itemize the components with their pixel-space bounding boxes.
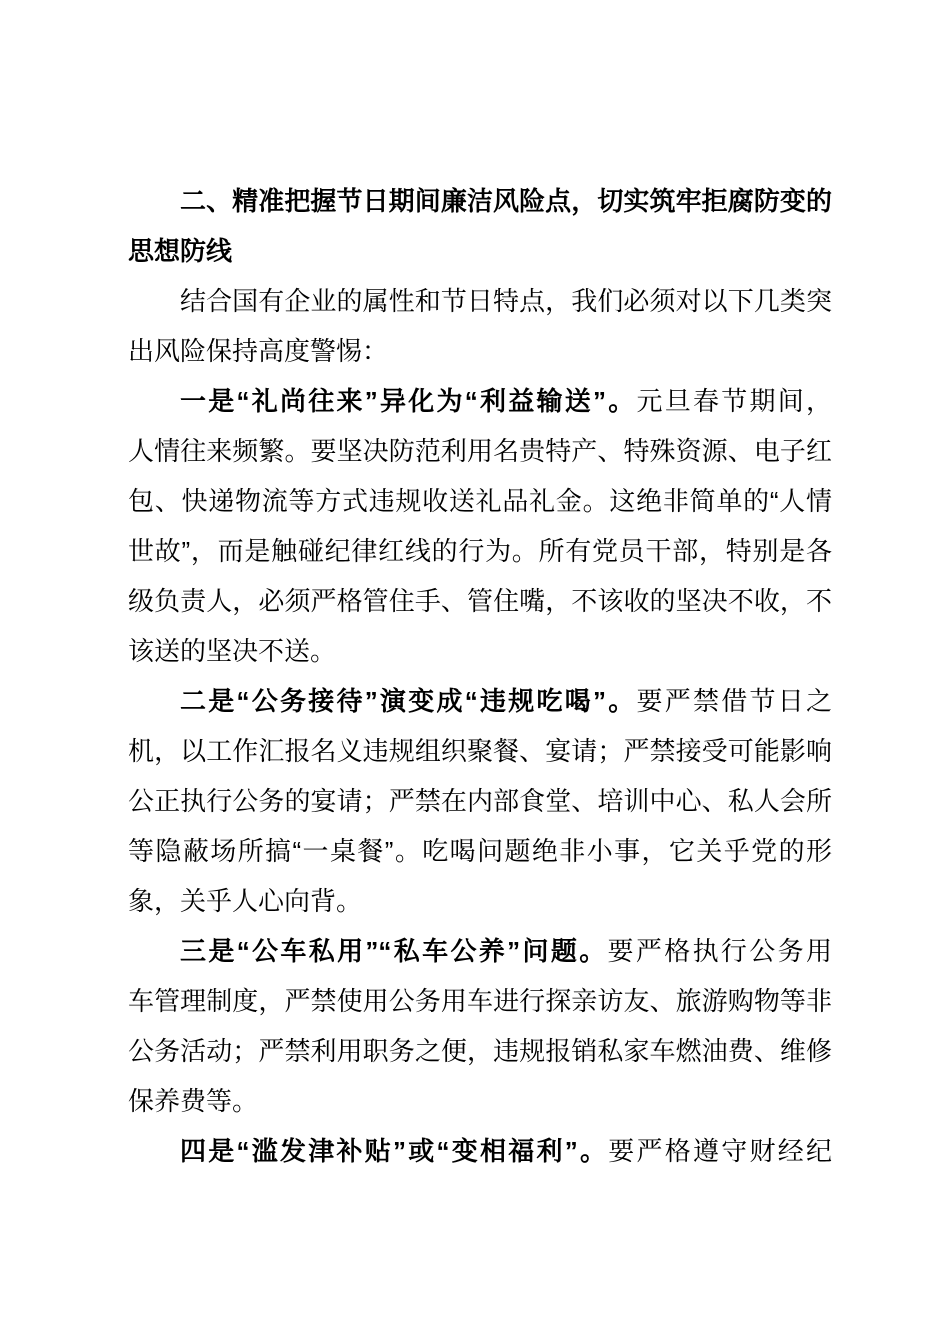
text-line	[128, 326, 832, 376]
bold-text-run: 二、精准把握节日期间廉洁风险点，切实筑牢拒腐防变的	[180, 186, 832, 216]
text-run: 出风险保持高度警惕：	[128, 336, 389, 366]
text-run: 公正执行公务的宴请；严禁在内部食堂、培训中心、私人会所	[128, 786, 832, 816]
text-run: 保养费等。	[128, 1086, 259, 1116]
text-run: 包、快递物流等方式违规收送礼品礼金。这绝非简单的“人情	[128, 486, 832, 516]
text-run: 级负责人，必须严格管住手、管住嘴，不该收的坚决不收，不	[128, 586, 832, 616]
text-line	[128, 576, 832, 626]
text-line	[128, 176, 832, 226]
text-line	[128, 476, 832, 526]
text-line	[128, 876, 832, 926]
text-run: 公务活动；严禁利用职务之便，违规报销私家车燃油费、维修	[128, 1036, 832, 1066]
text-line	[128, 276, 832, 326]
text-line	[128, 426, 832, 476]
text-line	[128, 1126, 832, 1176]
text-run: 人情往来频繁。要坚决防范利用名贵特产、特殊资源、电子红	[128, 436, 832, 466]
text-run: 机，以工作汇报名义违规组织聚餐、宴请；严禁接受可能影响	[128, 736, 832, 766]
text-run: 世故”，而是触碰纪律红线的行为。所有党员干部，特别是各	[128, 536, 832, 566]
body-paragraph	[128, 276, 832, 376]
bold-text-run: 一是“礼尚往来”异化为“利益输送”。	[180, 386, 637, 416]
text-run: 象，关乎人心向背。	[128, 886, 363, 916]
text-line	[128, 826, 832, 876]
text-line	[128, 676, 832, 726]
text-line	[128, 626, 832, 676]
bold-text-run: 思想防线	[128, 236, 233, 266]
text-run: 要严格遵守财经纪	[608, 1136, 832, 1166]
text-line	[128, 976, 832, 1026]
bold-text-run: 二是“公务接待”演变成“违规吃喝”。	[180, 686, 637, 716]
text-line	[128, 726, 832, 776]
text-line	[128, 376, 832, 426]
text-run: 要严禁借节日之	[636, 686, 832, 716]
text-line	[128, 1026, 832, 1076]
bold-text-run: 三是“公车私用”“私车公养”问题。	[180, 936, 608, 966]
text-run: 要严格执行公务用	[607, 936, 832, 966]
text-run: 等隐蔽场所搞“一桌餐”。吃喝问题绝非小事，它关乎党的形	[128, 836, 832, 866]
text-line	[128, 226, 832, 276]
text-run: 结合国有企业的属性和节日特点，我们必须对以下几类突	[180, 286, 832, 316]
body-paragraph	[128, 376, 832, 676]
body-paragraph	[128, 1126, 832, 1176]
text-line	[128, 776, 832, 826]
text-run: 该送的坚决不送。	[128, 636, 337, 666]
text-line	[128, 1076, 832, 1126]
heading-paragraph	[128, 176, 832, 276]
document-text	[128, 176, 832, 1176]
body-paragraph	[128, 676, 832, 926]
body-paragraph	[128, 926, 832, 1126]
text-line	[128, 526, 832, 576]
text-run: 车管理制度，严禁使用公务用车进行探亲访友、旅游购物等非	[128, 986, 832, 1016]
bold-text-run: 四是“滥发津补贴”或“变相福利”。	[180, 1136, 609, 1166]
text-line	[128, 926, 832, 976]
text-run: 元旦春节期间，	[636, 386, 832, 416]
